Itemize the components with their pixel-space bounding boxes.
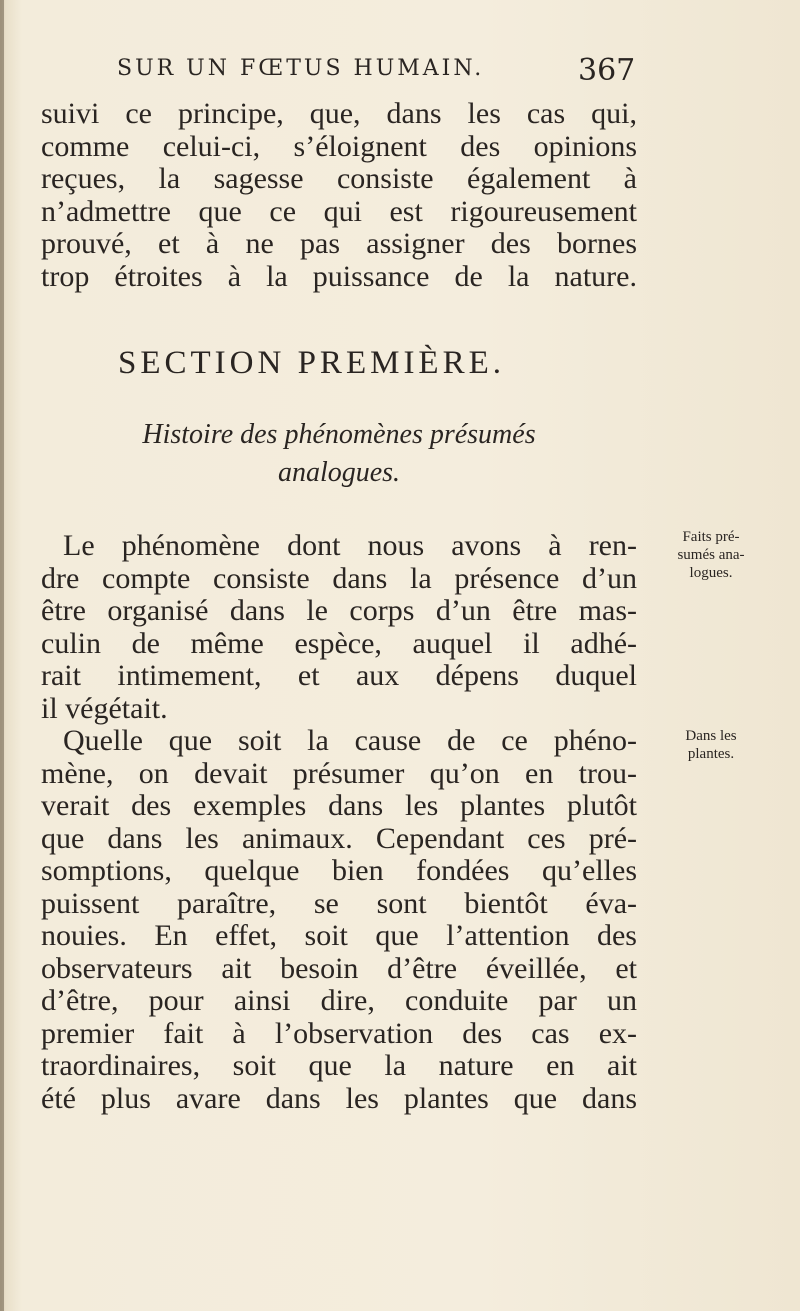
text-line: premier fait à l’observation des cas ex- xyxy=(41,1016,637,1050)
margin-note-line: plantes. xyxy=(687,746,735,762)
text-line: été plus avare dans les plantes que dans xyxy=(41,1081,637,1115)
subtitle-line: analogues. xyxy=(277,457,401,488)
page-binding-edge xyxy=(0,0,4,1311)
text-line: observateurs ait besoin d’être éveillée, et xyxy=(41,951,637,985)
text-line: n’admettre que ce qui est rigoureusement xyxy=(41,194,637,228)
page-number: 367 xyxy=(578,53,636,88)
margin-note-faits xyxy=(641,528,781,582)
margin-note-line: Dans les xyxy=(685,728,737,744)
margin-note-line: sumés ana- xyxy=(677,547,745,563)
text-line: Le phénomène dont nous avons à ren- xyxy=(63,529,637,562)
section-subtitle xyxy=(41,416,637,492)
text-line: puissent paraître, se sont bientôt éva- xyxy=(41,886,637,920)
margin-note-line: Faits pré- xyxy=(682,529,740,545)
text-line: suivi ce principe, que, dans les cas qui, xyxy=(41,97,637,130)
text-line: mène, on devait présumer qu’on en trou- xyxy=(41,756,637,790)
text-line: nouies. En effet, soit que l’attention des xyxy=(41,919,637,952)
text-line: que dans les animaux. Cependant ces pré- xyxy=(41,821,637,855)
running-head: SUR UN FŒTUS HUMAIN. xyxy=(117,56,485,81)
text-line: verait des exemples dans les plantes plutôt xyxy=(41,789,637,822)
subtitle-line: Histoire des phénomènes présumés xyxy=(142,419,536,450)
text-line: rait intimement, et aux dépens duquel xyxy=(41,659,637,692)
body-text xyxy=(41,530,637,1115)
text-line: être organisé dans le corps d’un être mas- xyxy=(41,594,637,627)
text-line: somptions, quelque bien fondées qu’elles xyxy=(41,854,637,887)
text-line: prouvé, et à ne pas assigner des bornes xyxy=(41,227,637,260)
intro-paragraph xyxy=(41,98,637,293)
text-line: Quelle que soit la cause de ce phéno- xyxy=(63,724,637,757)
text-line: trop étroites à la puissance de la nature. xyxy=(41,259,637,293)
text-line: comme celui-ci, s’éloignent des opinions xyxy=(41,129,637,163)
text-line: il végétait. xyxy=(41,691,168,725)
text-line: reçues, la sagesse consiste également à xyxy=(41,162,637,195)
text-line: traordinaires, soit que la nature en ait xyxy=(41,1049,637,1082)
text-line: d’être, pour ainsi dire, conduite par un xyxy=(41,984,637,1017)
margin-note-plantes xyxy=(641,727,781,763)
margin-note-line: logues. xyxy=(689,565,733,581)
section-title: SECTION PREMIÈRE. xyxy=(118,345,506,381)
text-line: culin de même espèce, auquel il adhé- xyxy=(41,626,637,660)
text-line: dre compte consiste dans la présence d’un xyxy=(41,561,637,595)
